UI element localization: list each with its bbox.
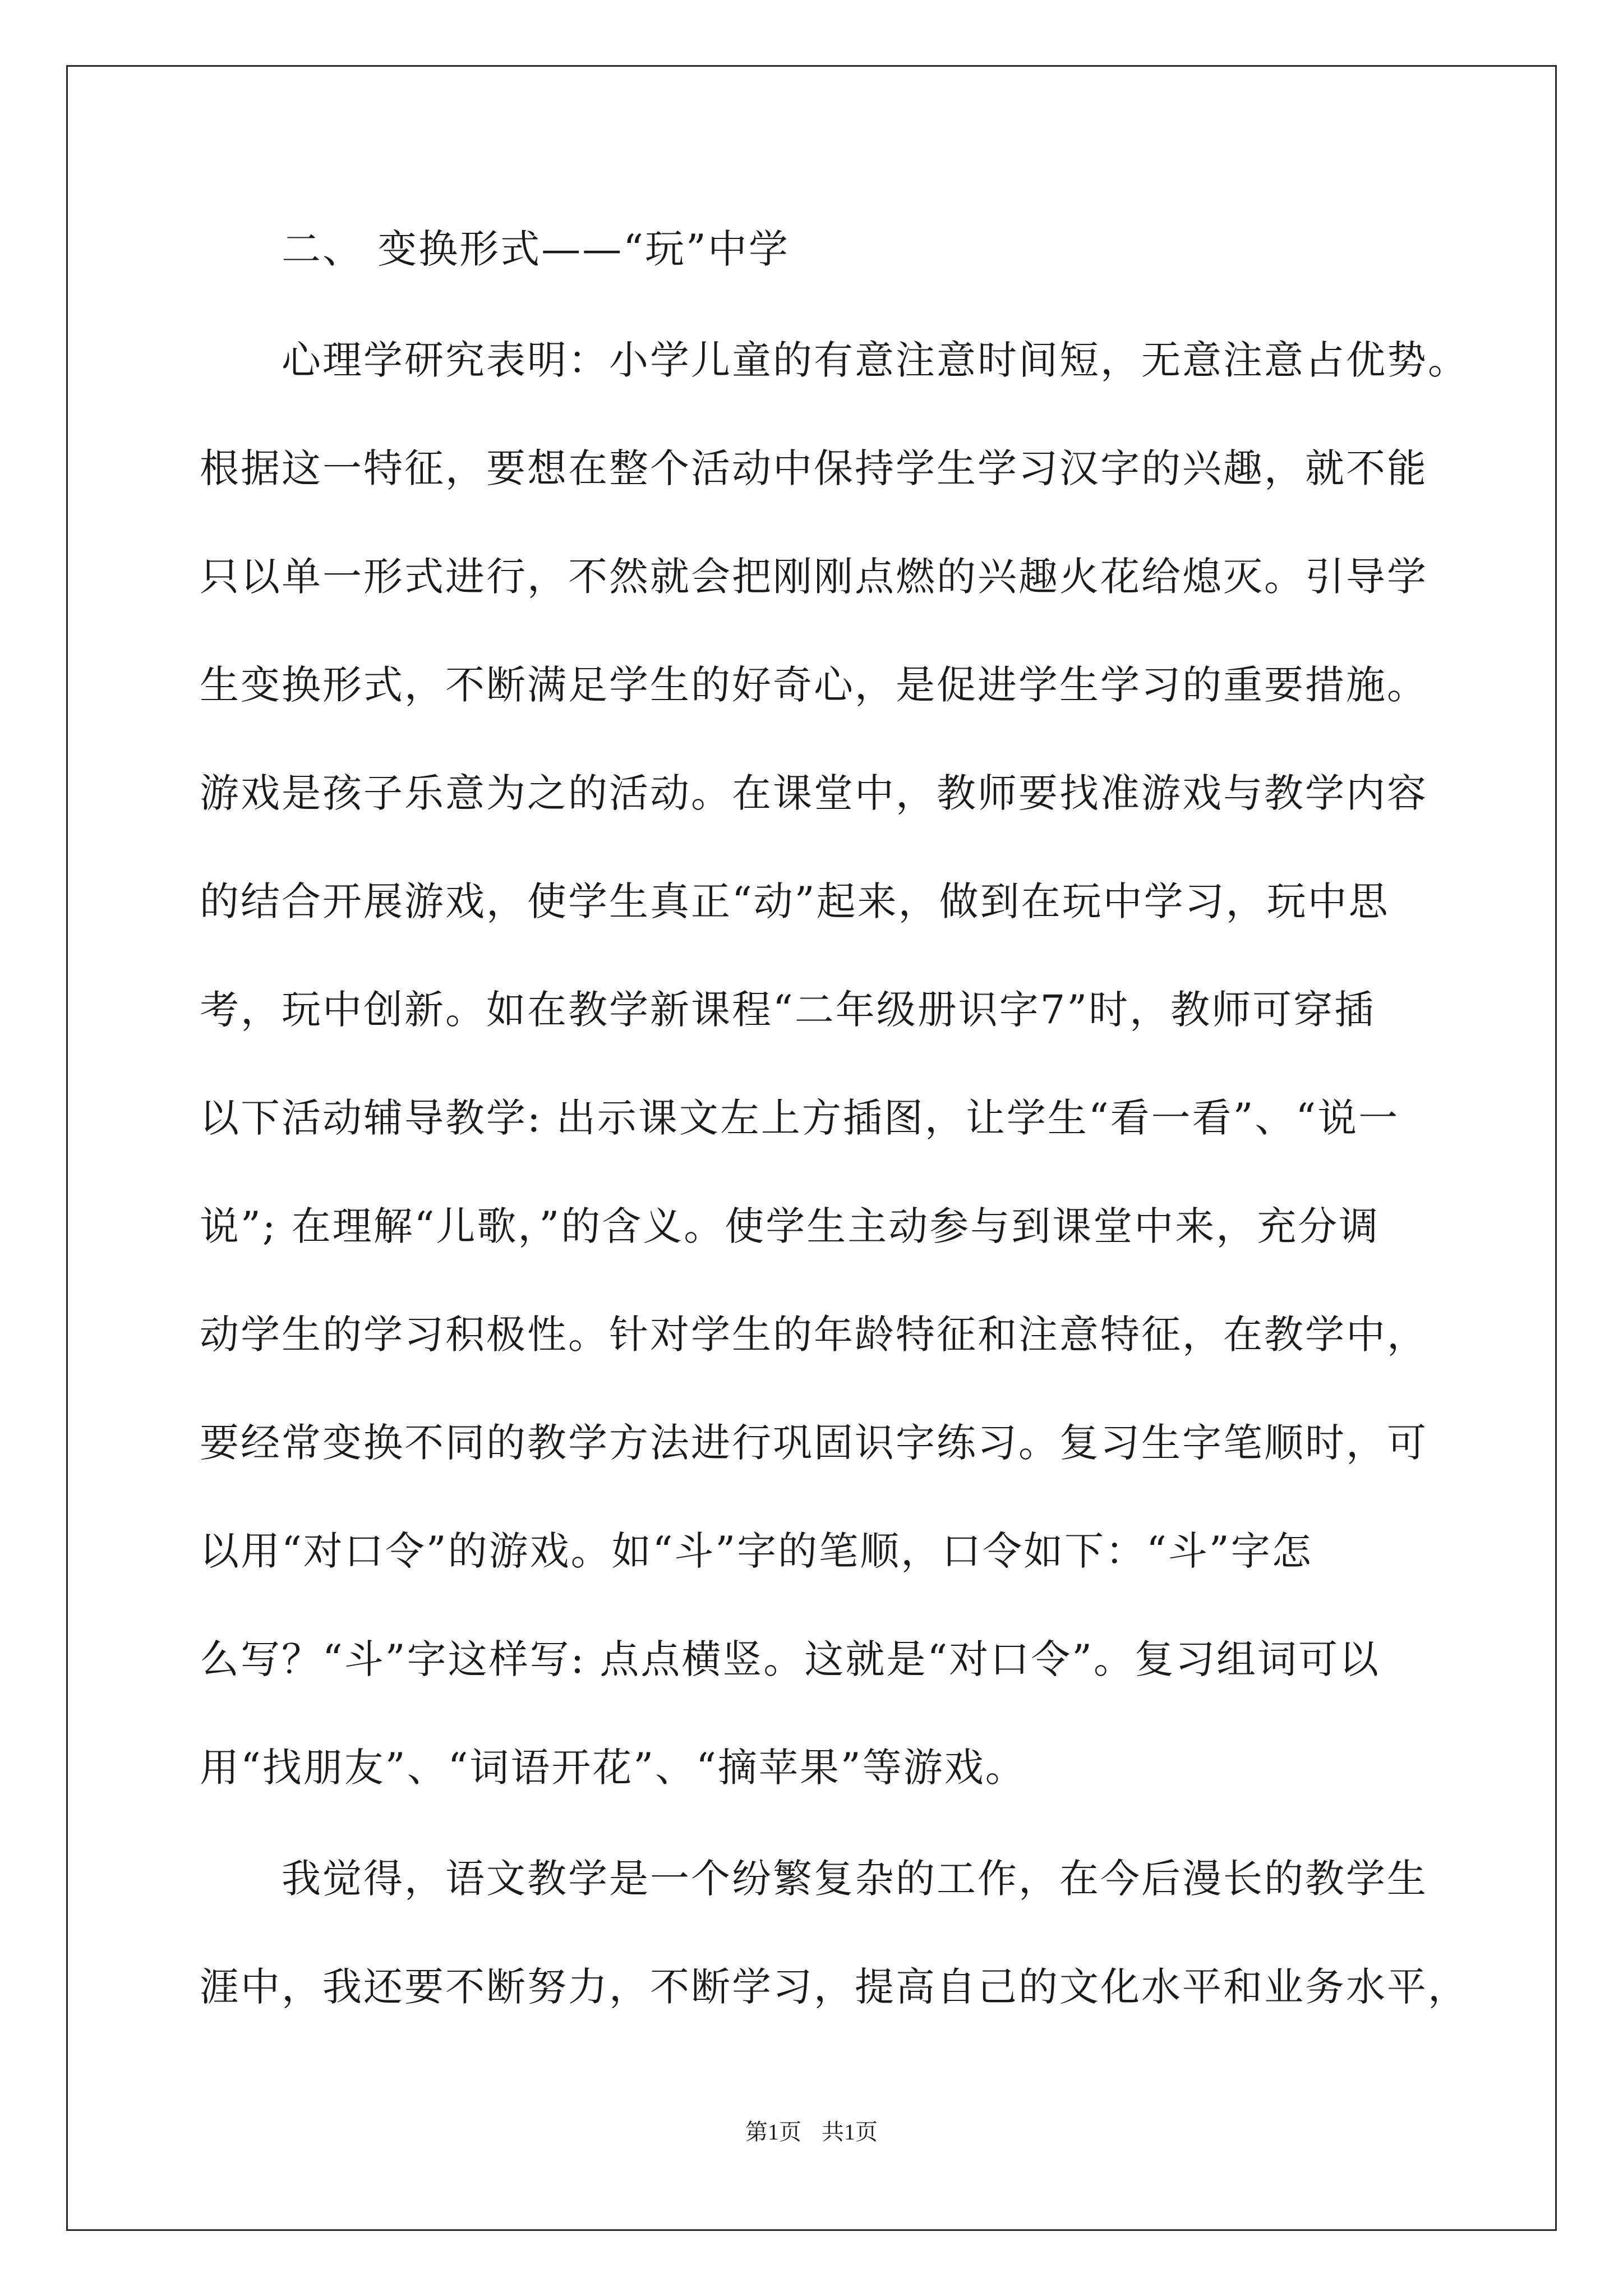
paragraph-line: 用“找朋友”、“词语开花”、“摘苹果”等游戏。 bbox=[200, 1745, 1026, 1791]
paragraph-line: 游戏是孩子乐意为之的活动。在课堂中，教师要找准游戏与教学内容 bbox=[200, 770, 1428, 816]
section-heading: 二、 变换形式——“玩”中学 bbox=[282, 226, 790, 272]
page-number-current: 第1页 bbox=[745, 2119, 801, 2145]
page-footer bbox=[0, 2118, 1623, 2146]
paragraph-line: 的结合开展游戏，使学生真正“动”起来，做到在玩中学习，玩中思 bbox=[200, 878, 1390, 924]
paragraph-line: 考，玩中创新。如在教学新课程“二年级册识字7”时，教师可穿插 bbox=[200, 987, 1376, 1033]
paragraph-line: 说”; 在理解“儿歌，”的含义。使学生主动参与到课堂中来，充分调 bbox=[200, 1203, 1380, 1249]
page-number-total: 共1页 bbox=[822, 2119, 878, 2145]
paragraph-line: 生变换形式，不断满足学生的好奇心，是促进学生学习的重要措施。 bbox=[200, 662, 1428, 708]
paragraph-line: 根据这一特征，要想在整个活动中保持学生学习汉字的兴趣，就不能 bbox=[200, 445, 1428, 491]
paragraph-line: 只以单一形式进行，不然就会把刚刚点燃的兴趣火花给熄灭。引导学 bbox=[200, 554, 1428, 600]
paragraph-line: 我觉得，语文教学是一个纷繁复杂的工作，在今后漫长的教学生 bbox=[282, 1856, 1428, 1902]
paragraph-line: 要经常变换不同的教学方法进行巩固识字练习。复习生字笔顺时，可 bbox=[200, 1420, 1428, 1466]
paragraph-line: 以下活动辅导教学: 出示课文左上方插图，让学生“看一看”、“说一 bbox=[200, 1095, 1400, 1141]
paragraph-line: 以用“对口令”的游戏。如“斗”字的笔顺，口令如下：“斗”字怎 bbox=[200, 1528, 1313, 1574]
page-border bbox=[66, 65, 1557, 2231]
paragraph-line: 心理学研究表明：小学儿童的有意注意时间短，无意注意占优势。 bbox=[282, 337, 1469, 383]
paragraph-line: 么写？“斗”字这样写: 点点横竖。这就是“对口令”。复习组词可以 bbox=[200, 1636, 1380, 1682]
paragraph-line: 涯中，我还要不断努力，不断学习，提高自己的文化水平和业务水平， bbox=[200, 1964, 1469, 2010]
paragraph-line: 动学生的学习积极性。针对学生的年龄特征和注意特征，在教学中， bbox=[200, 1312, 1428, 1358]
